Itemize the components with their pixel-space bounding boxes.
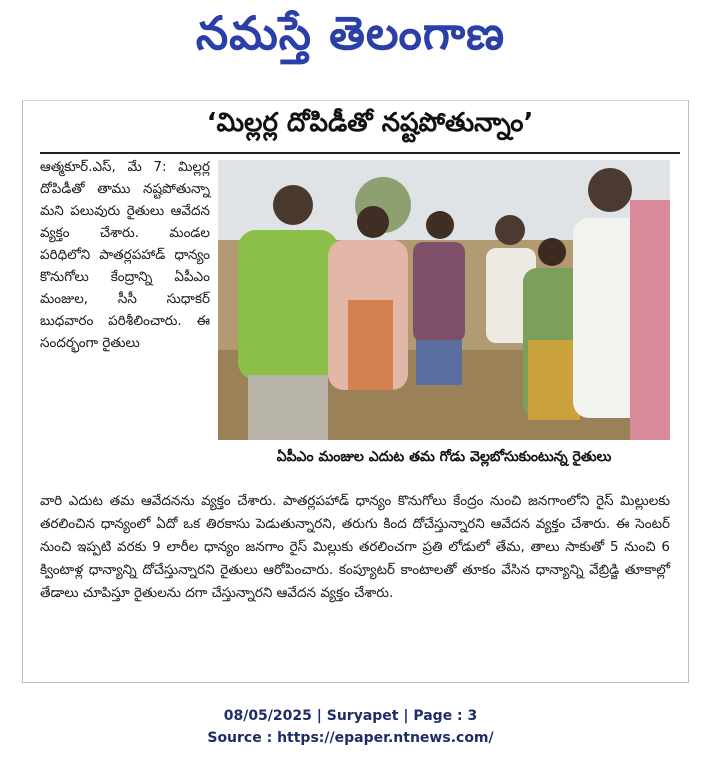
frame-right-border <box>688 100 689 682</box>
footer-edition-info: 08/05/2025 | Suryapet | Page : 3 <box>223 708 478 724</box>
frame-left-border <box>22 100 23 682</box>
footer-source-link[interactable]: Source : https://epaper.ntnews.com/ <box>207 730 494 746</box>
article-body-text <box>40 490 670 605</box>
article-headline: ‘మిల్లర్ల దోపిడీతో నష్టపోతున్నాం’ <box>206 108 534 138</box>
photo-illustration <box>218 160 670 440</box>
photo-caption: ఏపీఎం మంజుల ఎదుట తమ గోడు వెల్లబోసుకుంటున్న రైతులు <box>276 449 612 465</box>
column-paragraph: ఆత్మకూర్.ఎస్, మే 7: మిల్లర్ల దోపిడీతో తాము నష్టపోతున్నా మని పలువురు రైతులు ఆవేదన వ్యక్తం చేశారు. మండల పరిధిలోని పాతర్లపహాడ్ ధాన్యం కొనుగోలు కేంద్రాన్ని ఏపీఎం మంజుల, సీసీ సుధాకర్ బుధవారం పరిశీలించారు. ఈ సందర్భంగా రైతులు <box>40 159 210 351</box>
frame-top-border <box>22 100 689 101</box>
frame-bottom-border <box>22 682 689 683</box>
headline-rule <box>40 152 680 154</box>
article-column-text <box>40 156 210 354</box>
masthead-logo: నమస్తే తెలంగాణ <box>195 6 506 60</box>
article-photo <box>218 160 670 440</box>
body-paragraph: వారి ఎదుట తమ ఆవేదనను వ్యక్తం చేశారు. పాతర్లపహాడ్ ధాన్యం కొనుగోలు కేంద్రం నుంచి జనగాంలోని రైస్ మిల్లులకు తరలించిన ధాన్యంలో ఏదో ఒక తిరకాసు పెడుతున్నారని, తరుగు కింద దోచేస్తున్నారని ఆవేదన వ్యక్తం చేశారు. ఈ సెంటర్ నుంచి ఇప్పటి వరకు 9 లారీల ధాన్యం జనగాం రైస్ మిల్లుకు తరలించగా ప్రతి లోడులో తేమ, తాలు సాకుతో 5 నుంచి 6 క్వింటాళ్ల ధాన్యాన్ని దోచేస్తున్నారని రైతులు ఆరోపించారు. కంప్యూటర్ కాంటాలతో తూకం వేసిన ధాన్యాన్ని వేబ్రిడ్జి తూకాల్లో తేడాలు చూపిస్తూ రైతులను దగా చేస్తున్నారని ఆవేదన వ్యక్తం చేశారు. <box>40 493 670 601</box>
